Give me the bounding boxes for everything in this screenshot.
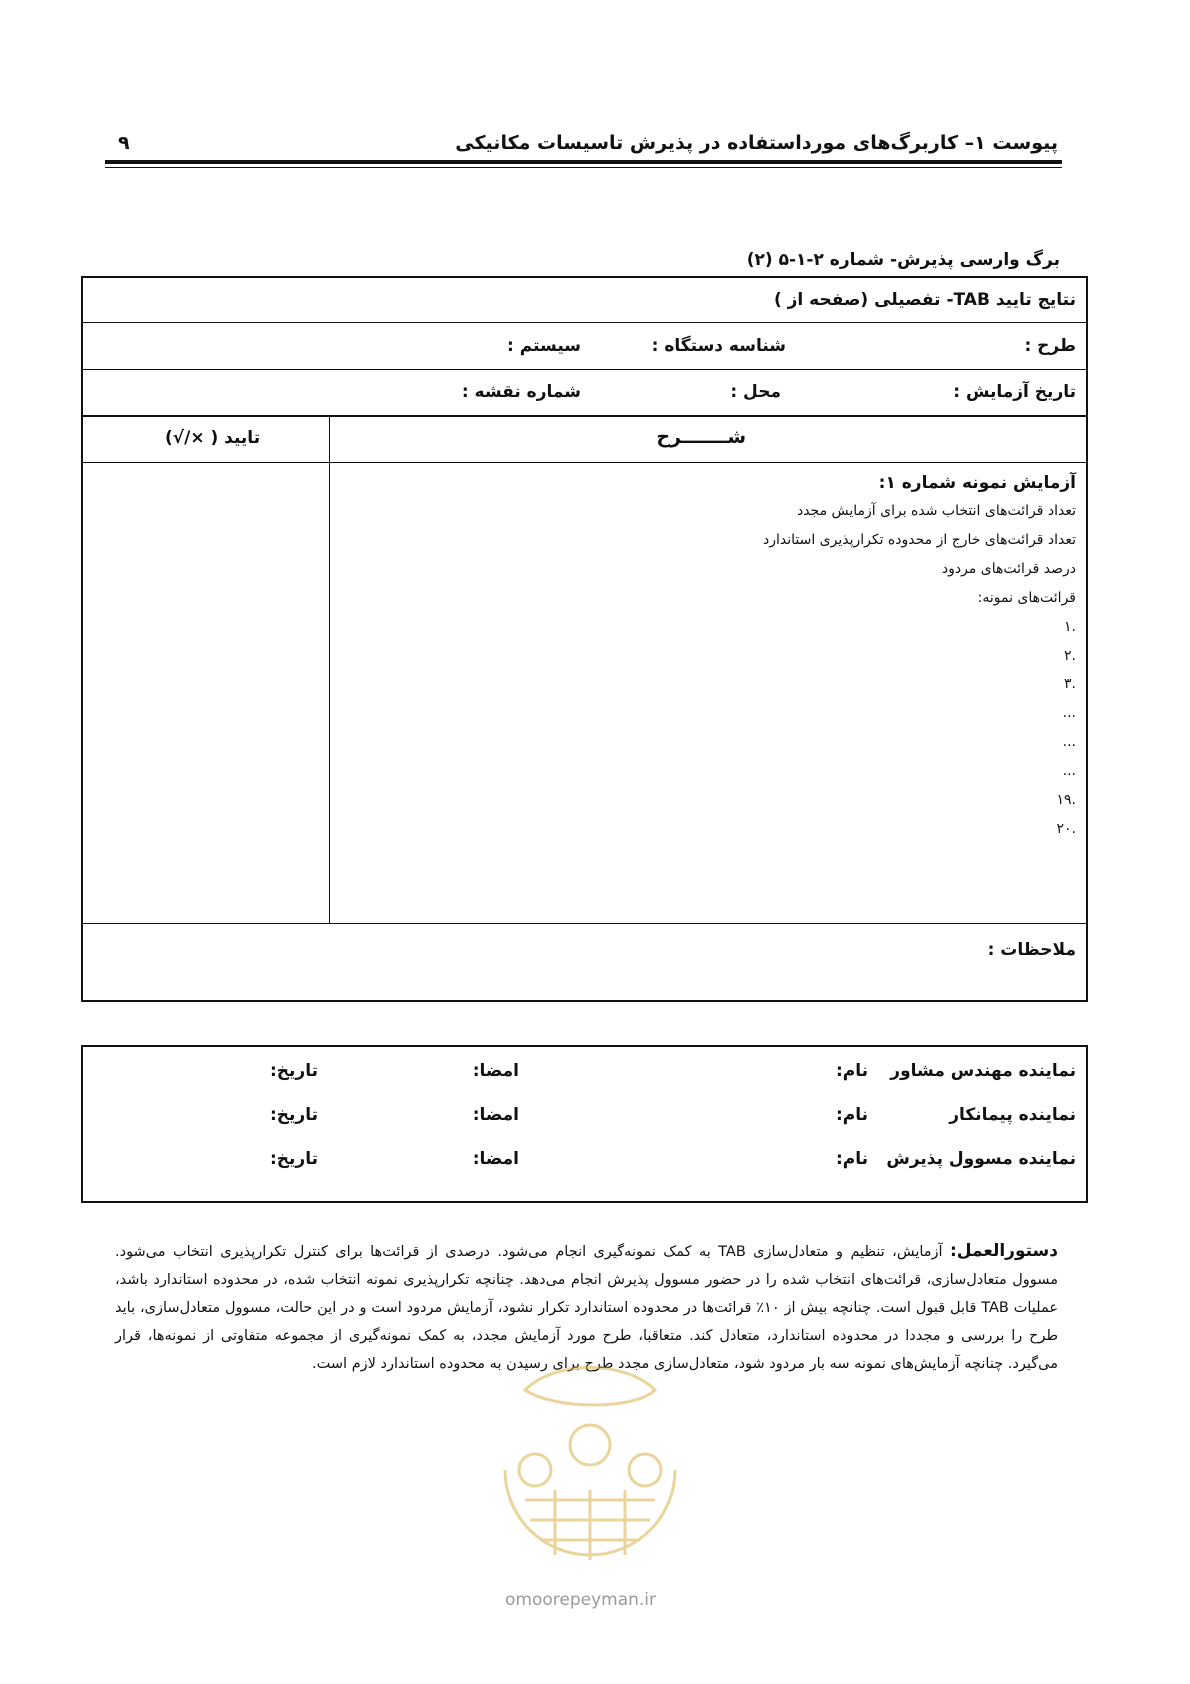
header-rule-thin xyxy=(105,167,1062,168)
watermark-gear xyxy=(519,1454,551,1486)
description-column-header: شـــــــرح xyxy=(656,426,746,448)
signature-date-label: تاریخ: xyxy=(270,1061,318,1081)
row-divider xyxy=(83,322,1086,323)
acceptance-form xyxy=(81,276,1088,1002)
sample-test-title: آزمایش نمونه شماره ۱: xyxy=(878,473,1076,493)
reading-item: .۲ xyxy=(1064,648,1076,664)
watermark-gear xyxy=(629,1454,661,1486)
test-date-label: تاریخ آزمایش : xyxy=(953,382,1076,402)
watermark-url: omoorepeyman.ir xyxy=(505,1590,657,1610)
signature-sign-label: امضا: xyxy=(472,1061,519,1081)
signature-role: نماینده مسوول پذیرش xyxy=(886,1149,1076,1169)
remarks-label: ملاحظات : xyxy=(987,940,1076,960)
page-header-title: پیوست ۱– کاربرگ‌های مورداستفاده در پذیرش تاسیسات مکانیکی xyxy=(455,132,1058,154)
form-caption: برگ وارسی پذیرش- شماره ۲-۱-۵ (۲) xyxy=(746,250,1060,270)
reading-item: .۱ xyxy=(1064,619,1076,635)
watermark-logo xyxy=(485,1350,695,1590)
row-divider xyxy=(83,415,1086,417)
page-number: ۹ xyxy=(118,132,130,154)
device-id-label: شناسه دستگاه : xyxy=(651,336,786,356)
project-label: طرح : xyxy=(1024,336,1076,356)
reading-item: ... xyxy=(1062,734,1076,750)
signature-role: نماینده پیمانکار xyxy=(949,1105,1076,1125)
instructions-label: دستورالعمل: xyxy=(950,1241,1059,1261)
signature-name-label: نام: xyxy=(835,1061,868,1081)
row-divider xyxy=(83,369,1086,370)
header-rule-thick xyxy=(105,160,1062,164)
column-divider xyxy=(329,416,330,923)
reading-item: .۱۹ xyxy=(1056,792,1076,808)
signature-date-label: تاریخ: xyxy=(270,1149,318,1169)
list-item: تعداد قرائت‌های انتخاب شده برای آزمایش مجدد xyxy=(796,503,1076,519)
form-title: نتایج تایید TAB- تفصیلی (صفحه از ) xyxy=(773,290,1076,310)
watermark-calligraphy xyxy=(525,1368,655,1406)
reading-item: .۲۰ xyxy=(1056,821,1076,837)
signatures-box xyxy=(81,1045,1088,1203)
reading-item: ... xyxy=(1062,763,1076,779)
signature-date-label: تاریخ: xyxy=(270,1105,318,1125)
signature-name-label: نام: xyxy=(835,1105,868,1125)
reading-item: .۳ xyxy=(1064,676,1076,692)
row-divider xyxy=(83,462,1086,463)
drawing-number-label: شماره نقشه : xyxy=(461,382,581,402)
approval-column-header: تایید ( ×/√) xyxy=(165,428,261,448)
signature-sign-label: امضا: xyxy=(472,1105,519,1125)
instructions-text: آزمایش، تنظیم و متعادل‌سازی TAB به کمک نمونه‌گیری انجام می‌شود. درصدی از قرائت‌ها برای کنترل تکرارپذیری انتخاب می‌شود. مسوول متعادل‌سازی، قرائت‌های انتخاب شده را در حضور مسوول پذیرش انجام می‌دهد. چنانچه تکرارپذیری نمونه انتخاب شده، در محدوده استاندارد باشد، عملیات TAB قابل قبول است. چنانچه بیش از ۱۰٪ قرائت‌ها در محدوده استاندارد تکرار نشود، آزمایش مردود است و در این حالت، مسوول متعادل‌سازی، باید طرح را بررسی و مجددا در محدوده استاندارد، متعادل کند. متعاقبا، طرح مورد آزمایش مجدد، به کمک نمونه‌گیری از مجموعه متفاوتی از نمونه‌ها، قرار می‌گیرد. چنانچه آزمایش‌های نمونه سه بار مردود شود، متعادل‌سازی مجدد طرح برای رسیدن به محدوده استاندارد لازم است. xyxy=(115,1244,1059,1372)
watermark-grid xyxy=(525,1490,655,1560)
row-divider xyxy=(83,923,1086,924)
list-item: قرائت‌های نمونه: xyxy=(977,590,1076,606)
watermark-gear xyxy=(570,1425,610,1465)
system-label: سیستم : xyxy=(507,336,581,356)
list-item: تعداد قرائت‌های خارج از محدوده تکرارپذیری استاندارد xyxy=(762,532,1076,548)
signature-role: نماینده مهندس مشاور xyxy=(890,1061,1076,1081)
reading-item: ... xyxy=(1062,705,1076,721)
list-item: درصد قرائت‌های مردود xyxy=(941,561,1076,577)
location-label: محل : xyxy=(730,382,781,402)
signature-sign-label: امضا: xyxy=(472,1149,519,1169)
signature-name-label: نام: xyxy=(835,1149,868,1169)
